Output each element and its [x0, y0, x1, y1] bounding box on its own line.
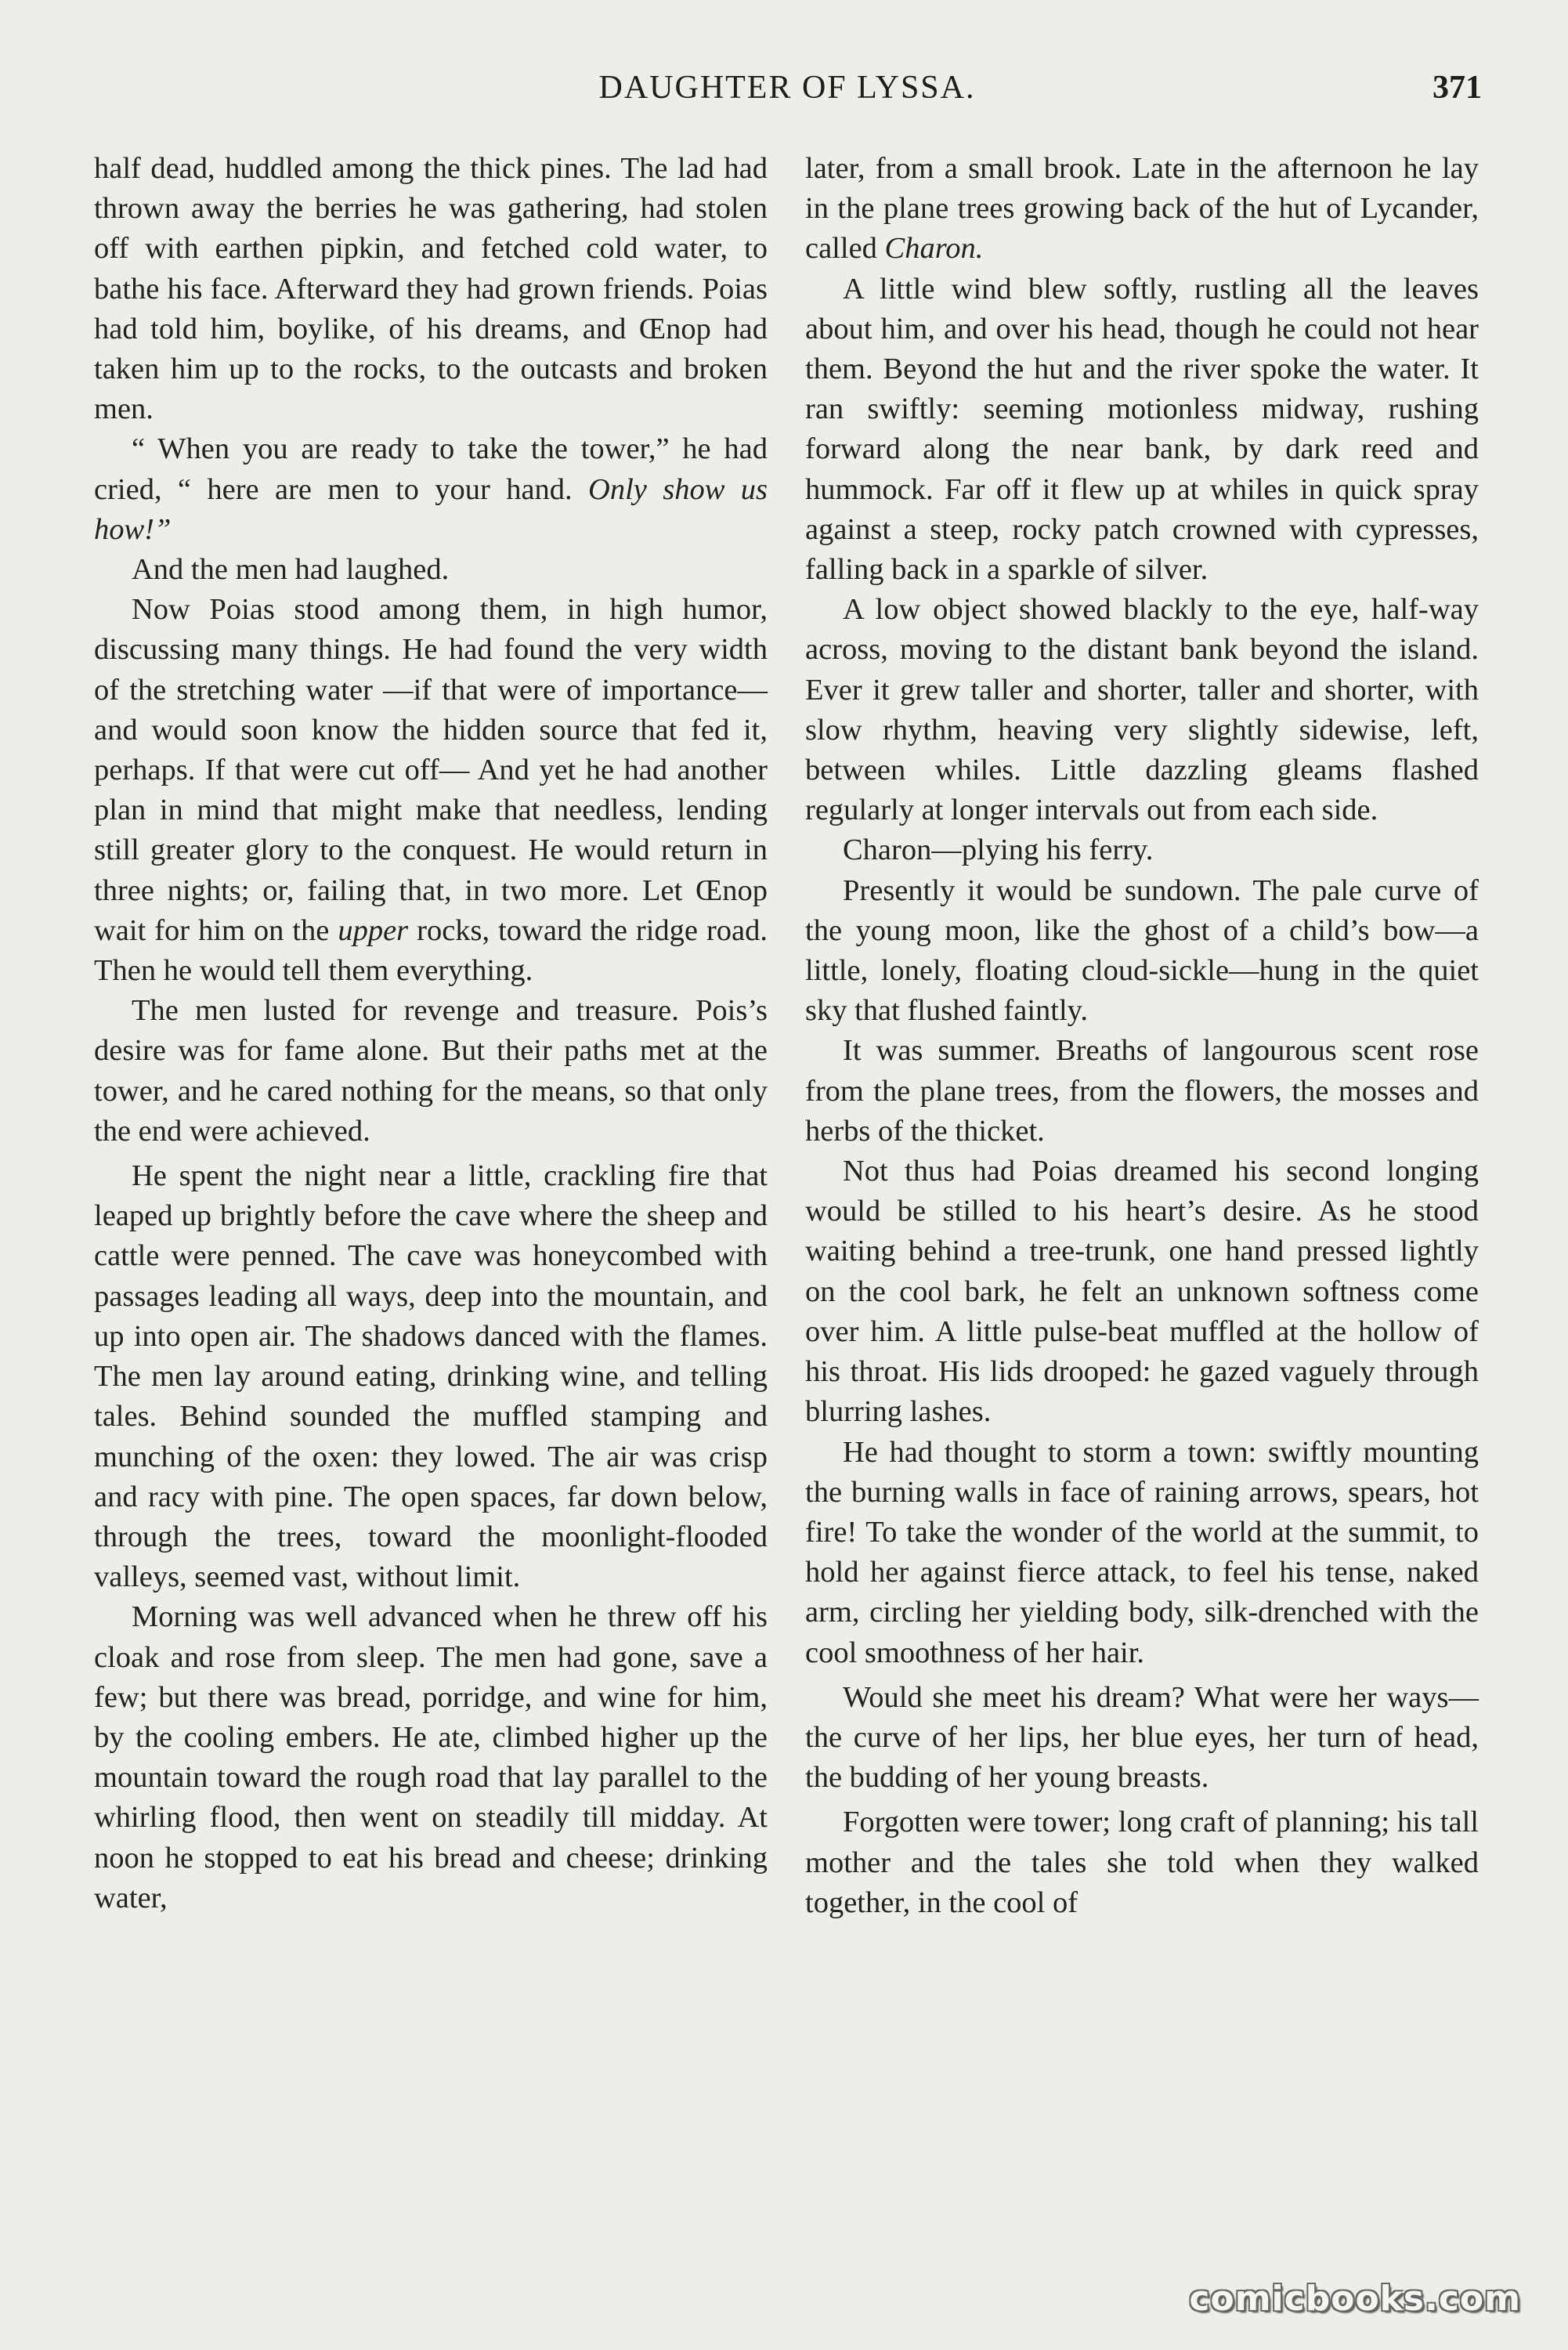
- page-header: [92, 69, 1482, 124]
- running-title: DAUGHTER OF LYSSA.: [598, 70, 976, 106]
- paragraph: And the men had laughed.: [132, 553, 450, 587]
- paragraph: half dead, huddled among the thick pines. The lad had thrown away the berries he was gathering, had stolen off with earthen pipkin, and fetched cold water, to bathe his face. Afterward they had grown friends. Poias had told him, boylike, of his dreams, and Œnop had taken him up to the rocks, to the outcasts and broken men.: [94, 152, 768, 426]
- paragraph: Would she meet his dream? What were her ways—the curve of her lips, her blue eyes, her turn of head, the budding of her young breasts.: [805, 1680, 1479, 1795]
- watermark: comicbooks.com: [1189, 2279, 1521, 2319]
- left-column: [94, 149, 768, 1918]
- paragraph: He had thought to storm a town: swiftly mounting the burning walls in face of raining arrows, spears, hot fire! To take the wonder of the world at the summit, to hold her against fierce attack, to feel his tense, naked arm, circling her yielding body, silk-drenched with the cool smoothness of her hair.: [805, 1435, 1479, 1669]
- paragraph: A low object showed blackly to the eye, half-way across, moving to the distant bank beyond the island. Ever it grew taller and shorter, taller and shorter, with slow rhythm, heaving very slightly sidewise, left, between whiles. Little dazzling gleams flashed regularly at longer intervals out from each side.: [805, 593, 1479, 827]
- paragraph: later, from a small brook. Late in the afternoon he lay in the plane trees growing back of the hut of Lycander, called Charon.: [805, 152, 1479, 266]
- paragraph: It was summer. Breaths of langourous scent rose from the plane trees, from the flowers, the mosses and herbs of the thicket.: [805, 1034, 1479, 1148]
- paragraph: Forgotten were tower; long craft of planning; his tall mother and the tales she told when they walked together, in the cool of: [805, 1806, 1479, 1919]
- paragraph: Presently it would be sundown. The pale curve of the young moon, like the ghost of a child’s bow—a little, lonely, floating cloud-sickle—hung in the quiet sky that flushed faintly.: [805, 873, 1479, 1028]
- paragraph: The men lusted for revenge and treasure. Pois’s desire was for fame alone. But their paths met at the tower, and he cared nothing for the means, so that only the end were achieved.: [94, 994, 768, 1148]
- paragraph: He spent the night near a little, crackling fire that leaped up brightly before the cave where the sheep and cattle were penned. The cave was honeycombed with passages leading all ways, deep into the mountain, and up into open air. The shadows danced with the flames. The men lay around eating, drinking wine, and telling tales. Behind sounded the muffled stamping and munching of the oxen: they lowed. The air was crisp and racy with pine. The open spaces, far down below, through the trees, toward the moonlight-flooded valleys, seemed vast, without limit.: [94, 1159, 768, 1594]
- paragraph: Morning was well advanced when he threw off his cloak and rose from sleep. The men had gone, save a few; but there was bread, porridge, and wine for him, by the cooling embers. He ate, climbed higher up the mountain toward the rough road that lay parallel to the whirling flood, then went on steadily till midday. At noon he stopped to eat his bread and cheese; drinking water,: [94, 1600, 768, 1914]
- paragraph: “ When you are ready to take the tower,” he had cried, “ here are men to your hand. Only show us how!”: [94, 432, 768, 546]
- paragraph: Now Poias stood among them, in high humor, discussing many things. He had found the very width of the stretching water —if that were of importance—and would soon know the hidden source that fed it, perhaps. If that were cut off— And yet he had another plan in mind that might make that needless, lending still greater glory to the conquest. He would return in three nights; or, failing that, in two more. Let Œnop wait for him on the upper rocks, toward the ridge road. Then he would tell them everything.: [94, 593, 768, 988]
- paragraph: Charon—plying his ferry.: [843, 833, 1154, 867]
- page-number: 371: [1433, 70, 1482, 106]
- paragraph: A little wind blew softly, rustling all the leaves about him, and over his head, though he could not hear them. Beyond the hut and the river spoke the water. It ran swiftly: seeming motionless midway, rushing forward along the near bank, by dark reed and hummock. Far off it flew up at whiles in quick spray against a steep, rocky patch crowned with cypresses, falling back in a sparkle of silver.: [805, 272, 1479, 587]
- paragraph: Not thus had Poias dreamed his second longing would be stilled to his heart’s desire. As he stood waiting behind a tree-trunk, one hand pressed lightly on the cool bark, he felt an unknown softness come over him. A little pulse-beat muffled at the hollow of his throat. His lids drooped: he gazed vaguely through blurring lashes.: [805, 1155, 1479, 1429]
- right-column: [805, 149, 1479, 1923]
